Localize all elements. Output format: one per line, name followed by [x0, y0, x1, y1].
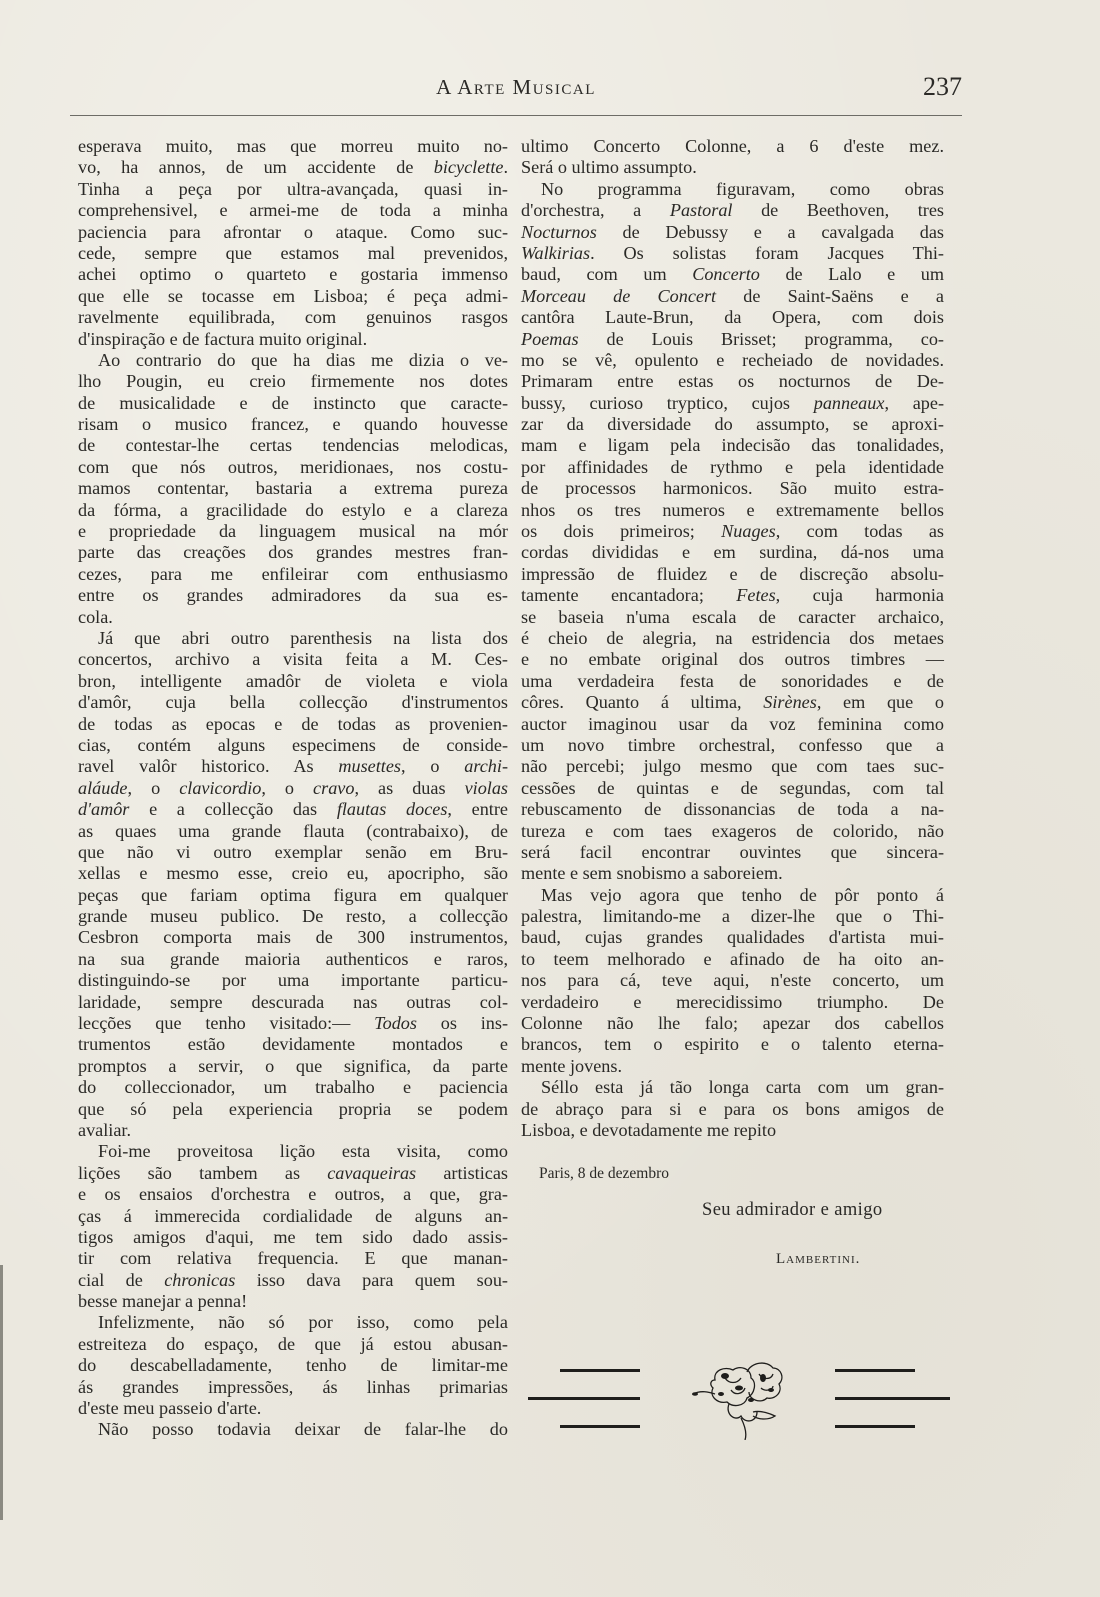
text-line: que não vi outro exemplar senão em Bru-: [78, 841, 508, 862]
text-line: que só pela experiencia propria se podem: [78, 1098, 508, 1119]
italic-title: panneaux: [813, 392, 885, 413]
text-line: do descabelladamente, tenho de limitar-me: [78, 1355, 508, 1376]
text-line: palestra, limitando-me a dizer-lhe que o Thi-: [521, 906, 944, 927]
text-line: esperava muito, mas que morreu muito no-: [78, 136, 508, 156]
text-line: Poemas de Louis Brisset; programma, co-: [521, 328, 944, 349]
text-line: vo, ha annos, de um accidente de bicyclette.: [78, 157, 508, 178]
text-line: tigos amigos d'aqui, me tem sido dado assis-: [78, 1226, 508, 1247]
text-line: laridade, sempre descurada nas outras col-: [78, 991, 508, 1012]
text-line: não percebi; julgo mesmo que com taes suc-: [521, 756, 944, 777]
italic-title: Todos: [374, 1013, 417, 1034]
italic-title: clavicordio: [179, 777, 262, 798]
text-line: os dois primeiros; Nuages, com todas as: [521, 521, 944, 542]
text-line: d'amôr, cuja bella collecção d'instrumentos: [78, 692, 508, 713]
text-line: Primaram entre estas os nocturnos de De-: [521, 371, 944, 392]
text-line: Mas vejo agora que tenho de pôr ponto á: [541, 884, 944, 905]
text-line: Colonne não lhe falo; apezar dos cabellos: [521, 1013, 944, 1034]
text-line: xellas e mesmo esse, creio eu, apocripho, são: [78, 863, 508, 884]
text-line: de processos harmonicos. São muito estra-: [521, 478, 944, 499]
header-rule: [70, 115, 962, 116]
italic-title: Walkirias: [521, 242, 591, 263]
text-line: concertos, archivo a visita feita a M. Ces-: [78, 649, 508, 670]
left-text-column: [78, 136, 508, 1441]
text-line: baud, com um Concerto de Lalo e um: [521, 264, 944, 285]
text-line: de musicalidade e de instincto que caracte-: [78, 392, 508, 413]
ornament-bar-right-bottom: [835, 1425, 915, 1428]
text-line: mo se vê, opulento e recheiado de novidades.: [521, 349, 944, 370]
text-line: cola.: [78, 606, 113, 627]
text-line: tir com relativa frequencia. E que manan-: [78, 1248, 508, 1269]
text-line: será facil encontrar ouvintes que sincera-: [521, 841, 944, 862]
letter-dateline: Paris, 8 de dezembro: [539, 1165, 669, 1182]
text-line: risam o musico francez, e quando houvesse: [78, 414, 508, 435]
text-line: Ao contrario do que ha dias me dizia o ve-: [98, 349, 508, 370]
journal-title: A Arte Musical: [436, 75, 596, 99]
text-line: rebuscamento de dissonancias de toda a na-: [521, 799, 944, 820]
text-line: cezes, para me enfileirar com enthusiasmo: [78, 563, 508, 584]
italic-title: bicyclette: [433, 157, 504, 178]
text-line: parte das creações dos grandes mestres fran-: [78, 542, 508, 563]
text-line: e propriedade da linguagem musical na mór: [78, 521, 508, 542]
italic-title: Nocturnos: [521, 221, 597, 242]
text-line: No programma figuravam, como obras: [541, 178, 944, 199]
text-line: bussy, curioso tryptico, cujos panneaux, ape-: [521, 392, 944, 413]
text-line: cede, sempre que estamos mal prevenidos,: [78, 242, 508, 263]
text-line: lições são tambem as cavaqueiras artisticas: [78, 1162, 508, 1183]
text-line: tureza e com taes exageros de colorido, não: [521, 820, 944, 841]
text-line: verdadeiro e merecidissimo triumpho. De: [521, 991, 944, 1012]
text-line: cial de chronicas isso dava para quem sou-: [78, 1269, 508, 1290]
text-line: nos para cá, teve aqui, n'este concerto, um: [521, 970, 944, 991]
text-line: Tinha a peça por ultra-avançada, quasi in-: [78, 178, 508, 199]
text-line: ravelmente equilibrada, com genuinos rasgos: [78, 307, 508, 328]
text-line: estreiteza do espaço, de que já estou abusan-: [78, 1333, 508, 1354]
running-header: [70, 0, 962, 115]
text-line: distinguindo-se por uma importante particu-: [78, 970, 508, 991]
text-line: mam e ligam pela indecisão das tonalidades,: [521, 435, 944, 456]
text-line: Morceau de Concert de Saint-Saëns e a: [521, 285, 944, 306]
italic-title: Pastoral: [669, 200, 733, 221]
text-line: zar da diversidade do assumpto, se aproxi-: [521, 414, 944, 435]
text-line: peças que fariam optima figura em qualquer: [78, 884, 508, 905]
italic-title: aláude: [78, 777, 128, 798]
text-line: baud, cujas grandes qualidades d'artista mui-: [521, 927, 944, 948]
text-line: promptos a servir, o que significa, da parte: [78, 1055, 508, 1076]
text-line: as quaes uma grande flauta (contrabaixo), de: [78, 820, 508, 841]
text-line: mamos contentar, bastaria a extrema pureza: [78, 478, 508, 499]
text-line: Séllo esta já tão longa carta com um gran-: [541, 1077, 944, 1098]
text-line: um novo timbre orchestral, confesso que a: [521, 734, 944, 755]
text-line: lho Pougin, eu creio firmemente nos dotes: [78, 371, 508, 392]
text-line: de todas as epocas e de todas as provenien-: [78, 713, 508, 734]
end-ornament: [525, 1360, 960, 1440]
italic-title: Morceau de Concert: [521, 285, 717, 306]
ornament-bar-right-top: [835, 1369, 915, 1372]
text-line: tamente encantadora; Fetes, cuja harmonia: [521, 585, 944, 606]
italic-title: cavaqueiras: [327, 1162, 417, 1183]
text-line: brancos, tem o espirito e o talento eterna-: [521, 1034, 944, 1055]
text-line: avaliar.: [78, 1119, 132, 1140]
italic-title: Sirènes: [763, 692, 817, 713]
text-line: mente jovens.: [521, 1055, 623, 1076]
text-line: e no embate original dos outros timbres —: [521, 649, 944, 670]
text-line: comprehensivel, e armei-me de toda a minha: [78, 200, 508, 221]
text-line: com que nós outros, meridionaes, nos costu-: [78, 456, 508, 477]
text-line: besse manejar a penna!: [78, 1291, 248, 1312]
text-line: paciencia para afrontar o ataque. Como suc-: [78, 221, 508, 242]
text-line: ças á immerecida cordialidade de alguns an-: [78, 1205, 508, 1226]
text-line: se baseia n'uma escala de caracter archaico,: [521, 606, 944, 627]
text-line: Não posso todavia deixar de falar-lhe do: [98, 1419, 508, 1440]
text-line: é cheio de alegria, na estridencia dos metaes: [521, 627, 944, 648]
text-line: de contestar-lhe certas tendencias melodicas,: [78, 435, 508, 456]
italic-title: Concerto: [692, 264, 760, 285]
italic-title: archi-: [464, 756, 509, 777]
italic-title: chronicas: [164, 1269, 236, 1290]
text-line: Lisboa, e devotadamente me repito: [521, 1119, 777, 1140]
ornament-bar-left-bottom: [560, 1425, 640, 1428]
text-line: lecções que tenho visitado:— Todos os ins-: [78, 1013, 509, 1034]
text-line: nhos os tres numeros e extremamente bellos: [521, 499, 944, 520]
text-line: Cesbron comporta mais de 300 instrumentos,: [78, 927, 508, 948]
italic-title: musettes: [338, 756, 401, 777]
text-line: cias, contém alguns especimens de conside-: [78, 734, 508, 755]
italic-title: Fetes: [736, 585, 776, 606]
text-line: Infelizmente, não só por isso, como pela: [98, 1312, 508, 1333]
text-line: mente e sem snobismo a saboreiem.: [521, 863, 783, 884]
text-line: d'este meu passeio d'arte.: [78, 1398, 262, 1419]
text-line: e os ensaios d'orchestra e outros, a que, gra-: [78, 1184, 508, 1205]
text-line: Já que abri outro parenthesis na lista dos: [98, 627, 508, 648]
italic-title: Nuages: [721, 521, 776, 542]
italic-title: d'amôr: [78, 799, 130, 820]
letter-salutation: Seu admirador e amigo: [702, 1200, 883, 1220]
text-line: Nocturnos de Debussy e a cavalgada das: [521, 221, 944, 242]
text-line: cessões de quintas e de segundas, com tal: [521, 777, 944, 798]
text-line: Foi-me proveitosa lição esta visita, como: [98, 1141, 508, 1162]
text-line: Será o ultimo assumpto.: [521, 157, 697, 178]
text-line: d'inspiração e de factura muito original.: [78, 328, 368, 349]
text-line: cordas divididas e em surdina, dá-nos uma: [521, 542, 944, 563]
text-line: d'orchestra, a Pastoral de Beethoven, tres: [521, 200, 945, 221]
right-text-column: [521, 136, 944, 1141]
text-line: auctor imaginou usar da voz feminina como: [521, 713, 944, 734]
text-line: de abraço para si e para os bons amigos de: [521, 1098, 944, 1119]
text-line: grande museu publico. De resto, a collecção: [78, 906, 508, 927]
text-line: achei optimo o quarteto e gostaria immenso: [78, 264, 508, 285]
text-line: por affinidades de rythmo e pela identidade: [521, 456, 944, 477]
text-line: d'amôr e a collecção das flautas doces, entre: [78, 799, 508, 820]
italic-title: Poemas: [521, 328, 579, 349]
text-line: ultimo Concerto Colonne, a 6 d'este mez.: [521, 136, 944, 156]
text-line: trumentos estão devidamente montados e: [78, 1034, 508, 1055]
italic-title: cravo: [313, 777, 355, 798]
author-signature: Lambertini.: [776, 1251, 861, 1267]
text-line: to teem melhorado e afinado de ha oito an-: [521, 948, 944, 969]
ornament-bar-left-middle: [528, 1397, 640, 1400]
ornament-bar-right-middle: [835, 1397, 950, 1400]
text-line: ravel valôr historico. As musettes, o archi-: [78, 756, 509, 777]
page-number: 237: [923, 72, 962, 101]
page-edge-mark: [0, 1265, 3, 1520]
ornament-bar-left-top: [560, 1369, 640, 1372]
text-line: do colleccionador, um trabalho e paciencia: [78, 1077, 508, 1098]
text-line: cantôra Laute-Brun, da Opera, com dois: [521, 307, 944, 328]
text-line: côres. Quanto á ultima, Sirènes, em que o: [521, 692, 944, 713]
text-line: ás grandes impressões, ás linhas primarias: [78, 1376, 508, 1397]
italic-title: flautas doces: [336, 799, 448, 820]
text-line: da fórma, a gracilidade do estylo e a clareza: [78, 499, 508, 520]
text-line: impressão de fluidez e de discreção absolu-: [521, 563, 944, 584]
text-line: aláude, o clavicordio, o cravo, as duas violas: [78, 777, 509, 798]
text-line: que elle se tocasse em Lisboa; é peça admi-: [78, 285, 508, 306]
text-line: uma verdadeira festa de sonoridades e de: [521, 670, 944, 691]
text-line: bron, intelligente amadôr de violeta e viola: [78, 670, 508, 691]
rose-flower-icon: [685, 1360, 805, 1440]
text-line: Walkirias. Os solistas foram Jacques Thi-: [521, 242, 944, 263]
text-line: na sua grande maioria authenticos e raros,: [78, 948, 508, 969]
text-line: entre os grandes admiradores da sua es-: [78, 585, 508, 606]
italic-title: violas: [464, 777, 509, 798]
